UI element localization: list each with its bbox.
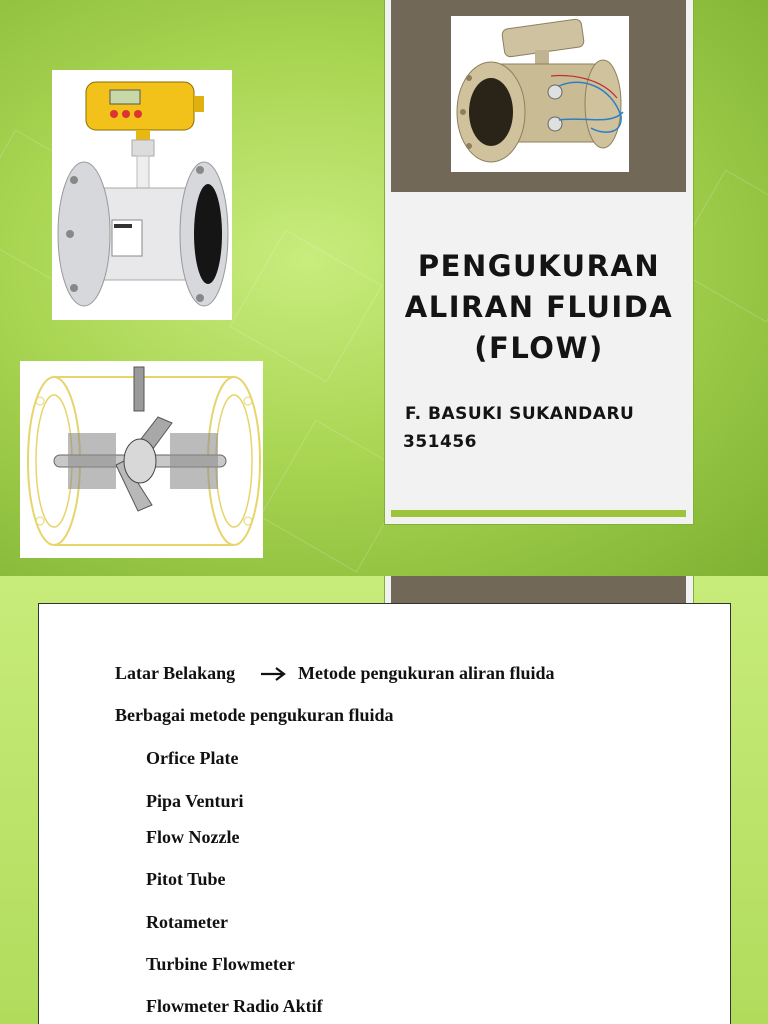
content-slide (0, 576, 768, 1024)
background-label: Latar Belakang (115, 663, 236, 683)
list-item: Pitot Tube (146, 869, 226, 889)
turbine-flowmeter-drawing (20, 361, 263, 558)
methods-heading: Berbagai metode pengukuran fluida (115, 705, 394, 725)
list-item: Flow Nozzle (146, 827, 240, 847)
list-item: Orfice Plate (146, 748, 239, 768)
author-block (405, 400, 685, 456)
list-item: Turbine Flowmeter (146, 954, 295, 974)
list-item: Rotameter (146, 912, 228, 932)
title-card (384, 0, 694, 525)
card-header-panel (391, 0, 686, 192)
list-item: Flowmeter Radio Aktif (146, 996, 323, 1016)
content-box (38, 603, 731, 1024)
background-topic: Metode pengukuran aliran fluida (298, 663, 555, 683)
hexagon-decoration (230, 230, 383, 383)
magnetic-flowmeter-photo (52, 70, 232, 320)
author-name: F. BASUKI SUKANDARU (405, 404, 635, 424)
presentation-title: PENGUKURAN ALIRAN FLUIDA (FLOW) (404, 249, 674, 365)
ultrasonic-flowmeter-photo (451, 16, 629, 172)
author-id: 351456 (403, 432, 477, 452)
list-item: Pipa Venturi (146, 791, 244, 811)
right-arrow-icon (260, 665, 288, 683)
accent-bar (391, 510, 686, 517)
